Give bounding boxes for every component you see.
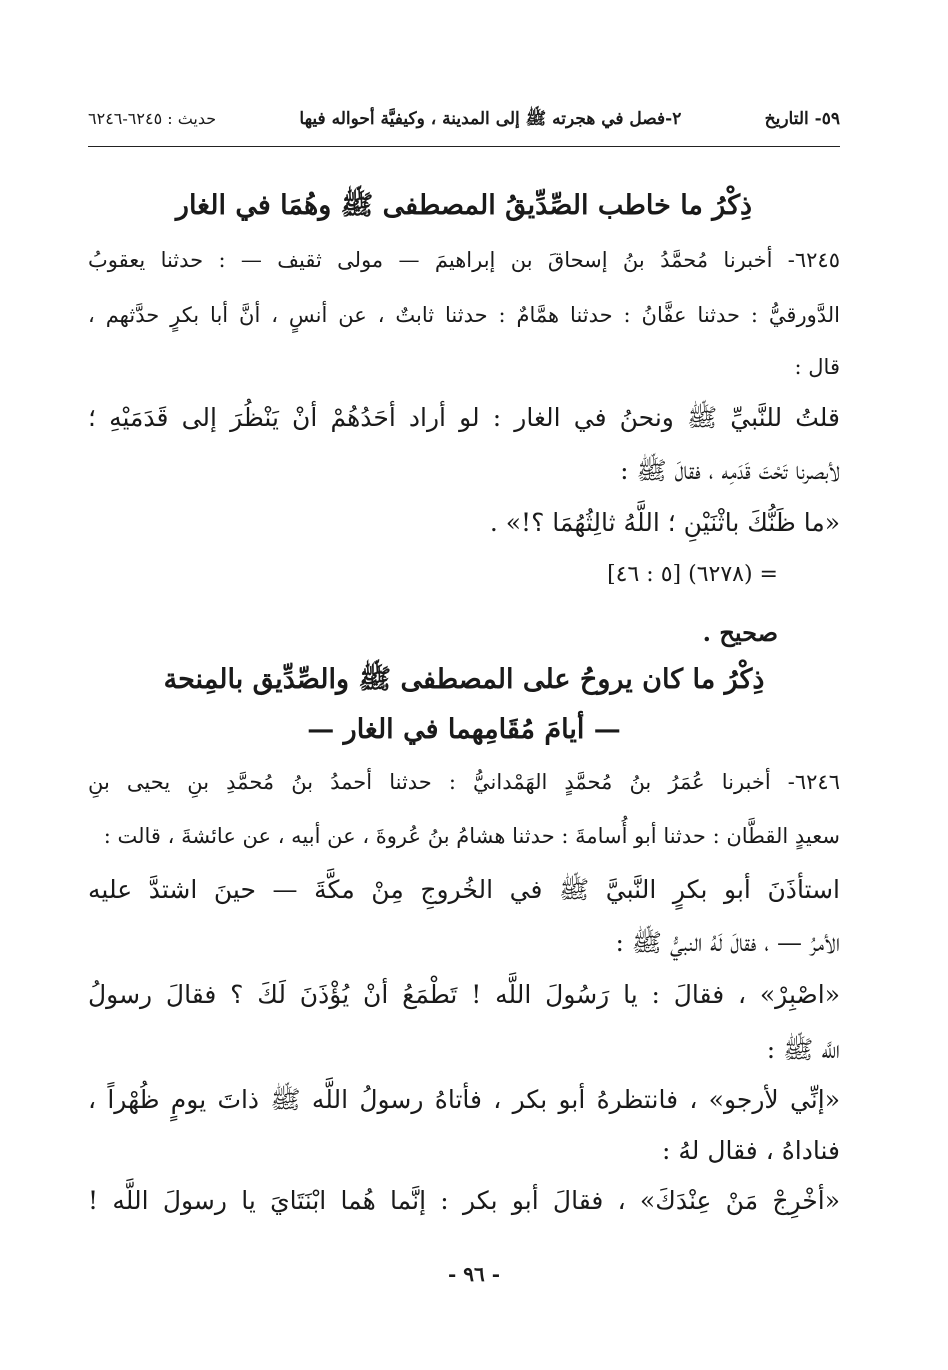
- header-hadith-range: حديث : ٦٢٤٥-٦٢٤٦: [88, 109, 217, 128]
- isnad-line: سعيدٍ القطَّان : حدثنا أبو أُسامةَ : حدثنا هشامُ بنُ عُروةَ ، عن أبيه ، عن عائشةَ ، قالت :: [103, 824, 840, 848]
- header-chapter-title: ٢-فصل في هجرته ﷺ إلى المدينة ، وكيفيَّة أحواله فيها: [299, 109, 682, 129]
- isnad-line: الدَّورقيُّ : حدثنا عفَّانُ : حدثنا همَّامٌ : حدثنا ثابتٌ ، عن أنسٍ ، أنَّ أبا بكرٍ حدَّثهم ،: [88, 303, 840, 327]
- cross-reference: = (٦٢٧٨) [٥ : ٤٦]: [607, 562, 778, 587]
- hadith-grade: صحيح .: [702, 618, 778, 647]
- matn-line: اللَّه ﷺ :: [766, 1035, 840, 1064]
- matn-line: «أخْرِجْ مَنْ عِنْدَكَ» ، فقالَ أبو بكر : إنَّما هُما ابْنَتَايَ يا رسولَ اللَّه !: [88, 1186, 840, 1215]
- running-header: [88, 108, 840, 144]
- matn-line: «اصْبِرْ» ، فقالَ : يا رَسُولَ اللَّه ! تَطْمَعُ أنْ يُؤْذَنَ لَكَ ؟ فقالَ رسولُ: [88, 980, 840, 1009]
- isnad-line: قال :: [794, 355, 840, 379]
- matn-line: فناداهُ ، فقال لهُ :: [662, 1136, 840, 1165]
- isnad-line: ٦٢٤٦- أخبرنا عُمَرُ بنُ مُحمَّدٍ الهَمْدانيُّ : حدثنا أحمدُ بنُ مُحمَّدِ بنِ يحيى بنِ: [88, 770, 840, 794]
- page-number: - ٩٦ -: [447, 1262, 500, 1286]
- section-heading: ذِكْرُ ما كان يروحُ على المصطفى ﷺ والصِّدِّيق بالمِنحة: [163, 664, 765, 695]
- matn-line: لأبصرنا تَحْتَ قَدَمِه ، فقالَ ﷺ :: [620, 456, 840, 485]
- header-rule: [88, 146, 840, 147]
- section-heading: ذِكْرُ ما خاطب الصِّدِّيقُ المصطفى ﷺ وهُمَا في الغار: [175, 190, 753, 221]
- matn-line: قلتُ للنَّبيِّ ﷺ ونحنُ في الغار : لو أراد أحَدُهُمْ أنْ يَنْظُرَ إلى قَدَمَيْهِ ؛: [88, 403, 840, 432]
- isnad-line: ٦٢٤٥- أخبرنا مُحمَّدُ بنُ إسحاقَ بن إبراهيمَ — مولى ثقيف — : حدثنا يعقوبُ: [88, 248, 840, 272]
- matn-line: استأذَنَ أبو بكرٍ النَّبيَّ ﷺ في الخُروجِ مِنْ مكَّةَ — حينَ اشتدَّ عليه: [88, 875, 840, 904]
- header-book-title: ٥٩- التاريخ: [764, 109, 840, 129]
- matn-line: «ما ظَنُّكَ باثْنَيْنِ ؛ اللَّهُ ثالِثُهُمَا ؟!» .: [489, 508, 840, 537]
- matn-line: الأمرُ — ، فقالَ لَهُ النبيُّ ﷺ :: [615, 928, 840, 957]
- section-heading: — أيامَ مُقَامِهما في الغار —: [307, 714, 621, 745]
- matn-line: «إنِّي لأرجو» ، فانتظرهُ أبو بكر ، فأتاهُ رسولُ اللَّه ﷺ ذاتَ يومٍ ظُهْراً ،: [88, 1085, 840, 1114]
